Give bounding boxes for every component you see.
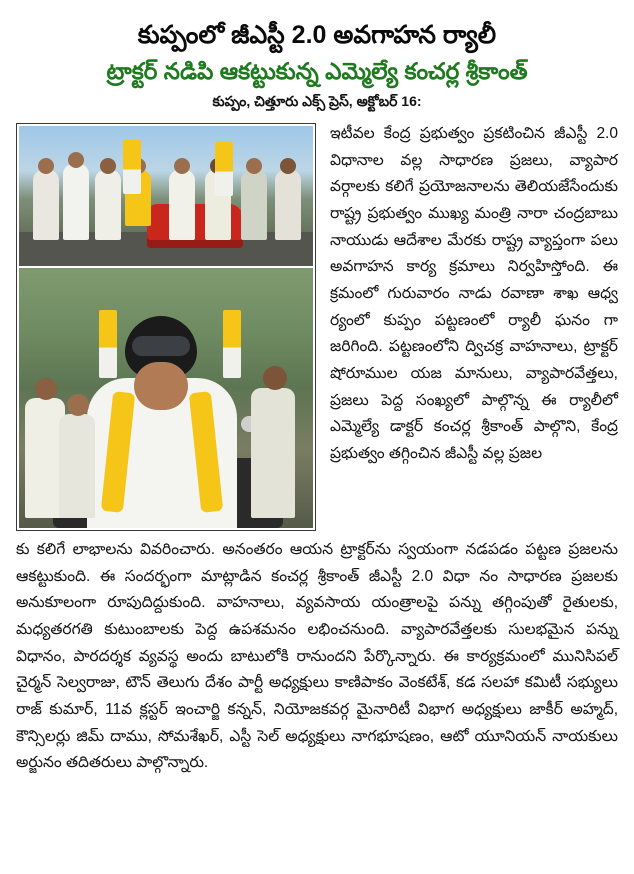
photo-top [19,126,313,266]
photo-main-subject-face [134,362,188,410]
photo-person [275,170,301,240]
photo-police-officer [241,170,267,240]
photo-bystander [251,388,295,518]
photo-bottom [19,266,313,528]
article-paragraph-column: ఇటీవల కేంద్ర ప్రభుత్వం ప్రకటించిన జీఎస్టీ 2.0 విధానాల వల్ల సాధారణ ప్రజలు, వ్యాపార వర్గాలకు కలిగే ప్రయోజనాలను తెలియజేసేందుకు రాష్ట్ర ప్రభుత్వం ముఖ్య మంత్రి నారా చంద్రబాబు నాయుడు ఆదేశాల మేరకు రాష్ట్ర వ్యాప్తంగా పలు అవగాహన కార్య క్రమాలు నిర్వహిస్తోంది. ఈ క్రమంలో గురువారం నాడు రవాణా శాఖ ఆధ్వ ర్యంలో కుప్పం పట్టణంలో ర్యాలీ ఘనం గా జరిగింది. పట్టణంలోని ద్విచక్ర వాహనాలు, ట్రాక్టర్ షోరూముల యజ మానులు, వ్యాపారవేత్తలు, ప్రజలు పెద్ద సంఖ్యలో పాల్గొన్న ఈ ర్యాలీలో ఎమ్మెల్యే డాక్టర్ కంచర్ల శ్రీకాంత్ పాల్గొని, కేంద్ర ప్రభుత్వం తగ్గించిన జీఎస్టీ వల్ల ప్రజల [330,125,618,463]
article-paragraph-full: కు కలిగే లాభాలను వివరించారు. అనంతరం ఆయన ట్రాక్టర్‌ను స్వయంగా నడపడం పట్టణ ప్రజలను ఆకట్టుకుంది. ఈ సందర్భంగా మాట్లాడిన కంచర్ల శ్రీకాంత్ జీఎస్టీ 2.0 విధా నం సాధారణ ప్రజలకు అనుకూలంగా రూపుదిద్దుకుంది. వాహనాలు, వ్యవసాయ యంత్రాలపై పన్ను తగ్గింపుతో రైతులకు, మధ్యతరగతి కుటుంబాలకు పెద్ద ఉపశమనం లభించనుంది. వ్యాపారవేత్తలకు సులభమైన పన్ను విధానం, పారదర్శక వ్యవస్థ అందు బాటులోకి రానుందని పేర్కొన్నారు. ఈ కార్యక్రమంలో మునిసిపల్ చైర్మన్ సెల్వరాజు, టౌన్ తెలుగు దేశం పార్టీ అధ్యక్షులు కాణిపాకం వెంకటేశ్, కడ సలహా కమిటీ సభ్యులు రాజ్ కుమార్, 11వ క్లస్టర్ ఇంచార్జి కన్నన్, నియోజకవర్గ మైనారిటీ విభాగ అధ్యక్షులు జాకీర్ అహ్మద్, కౌన్సిలర్లు జిమ్ దాము, సోమశేఖర్, ఎస్టీ సెల్ అధ్యక్షులు నాగభూషణం, ఆటో యూనియన్ నాయకులు అర్జునం తదితరులు పాల్గొన్నారు. [16,541,618,772]
party-flag [223,310,241,378]
photo-bystander [59,414,95,518]
party-flag [215,142,233,196]
page-title: కుప్పంలో జీఎస్టీ 2.0 అవగాహన ర్యాలీ [137,21,497,49]
photo-bystander-head [67,394,89,416]
photo-bystander-head [35,378,57,400]
sub-headline: ట్రాక్టర్ నడిపి ఆకట్టుకున్న ఎమ్మెల్యే కంచర్ల శ్రీకాంత్ [106,58,528,85]
party-flag [99,310,117,378]
photo-person [33,170,59,240]
photo-person [95,170,121,240]
article-body-wrapper [16,121,618,777]
dateline: కుప్పం, చిత్తూరు ఎక్స్‌ ప్రెస్, అక్టోబర్ 16: [212,93,422,110]
photo-helmet-visor [132,336,190,356]
party-flag [123,140,141,194]
photo-person [63,164,89,240]
article-figure [16,123,316,531]
photo-bystander-head [263,366,287,390]
photo-person [169,170,195,240]
